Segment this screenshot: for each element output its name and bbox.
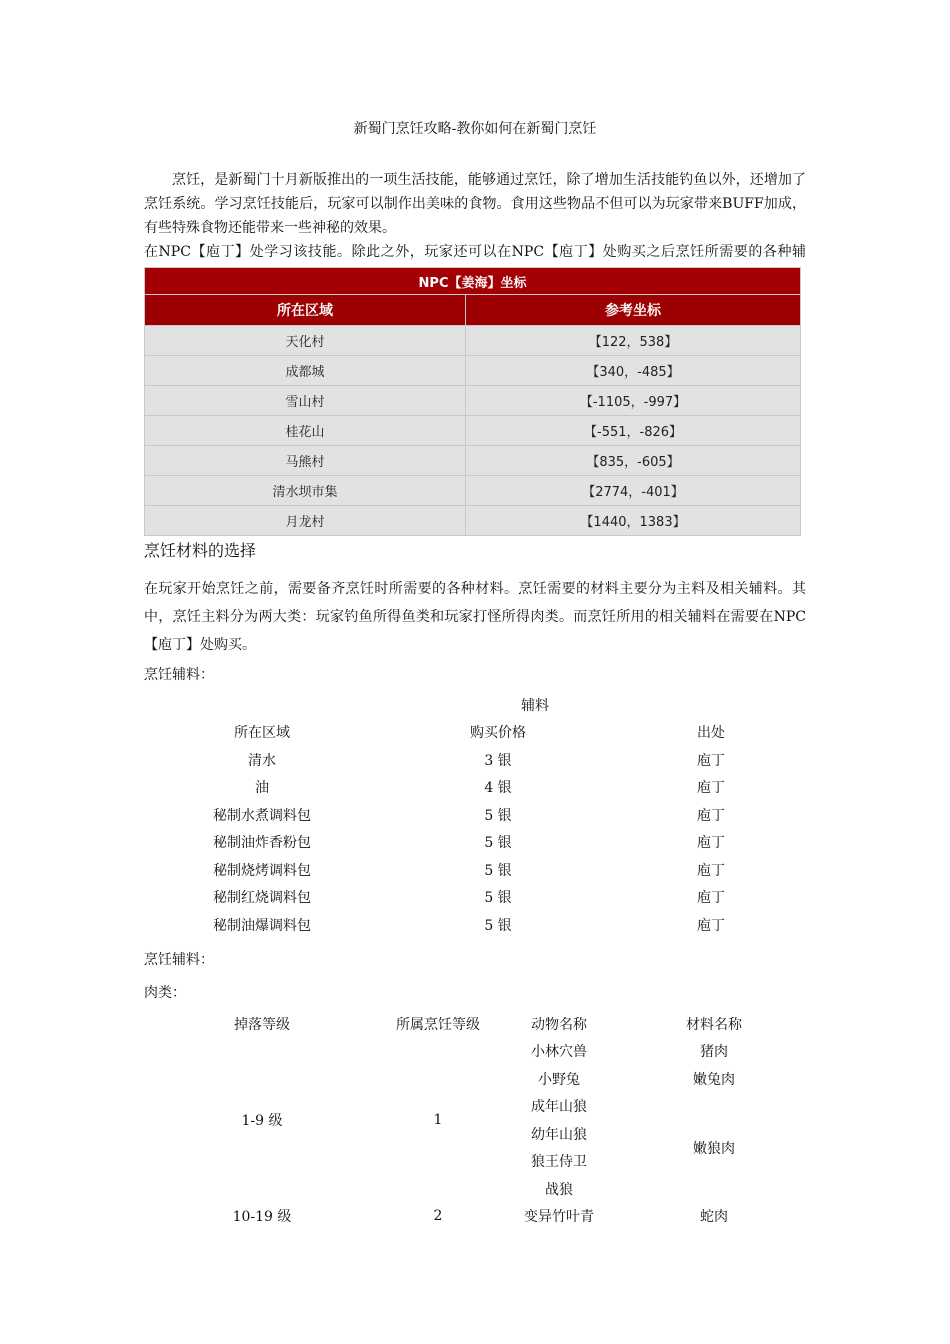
material-cell: 猪肉 [700,1044,728,1061]
material-cell: 嫩兔肉 [693,1071,735,1088]
column-header-price: 购买价格 [470,725,526,742]
source-cell: 庖丁 [697,890,725,907]
table-row [145,476,801,506]
coordinate-cell: 【2774，-401】 [466,476,801,506]
source-cell: 庖丁 [697,862,725,879]
table-row [145,356,801,386]
materials-heading: 烹饪材料的选择 [144,541,257,560]
table-row [145,446,801,476]
table-row [145,506,801,536]
price-cell: 3 银 [484,752,512,769]
animal-cell: 成年山狼 [531,1099,587,1116]
column-header-region: 所在区域 [234,725,290,742]
price-cell: 5 银 [484,917,512,934]
region-cell: 成都城 [145,356,466,386]
column-header-coordinates: 参考坐标 [466,295,801,326]
price-cell: 4 银 [484,780,512,797]
coordinate-cell: 【-551，-826】 [466,416,801,446]
table-row [144,774,806,802]
npc-table-caption: NPC【姜海】坐标 [145,268,801,295]
table-row [144,801,806,829]
source-cell: 庖丁 [697,835,725,852]
materials-paragraph: 在玩家开始烹饪之前，需要备齐烹饪时所需要的各种材料。烹饪需要的材料主要分为主料及相关辅料。其中，烹饪主料分为两大类：玩家钓鱼所得鱼类和玩家打怪所得肉类。而烹饪所用的相关辅料在需要在NPC【庖丁】处购买。 [144,581,806,653]
column-header-drop-level: 掉落等级 [234,1016,290,1033]
item-cell: 秘制红烧调料包 [213,890,311,907]
animal-cell: 小野兔 [538,1071,580,1088]
coordinate-cell: 【122，538】 [466,326,801,356]
column-header-material: 材料名称 [686,1016,742,1033]
meat-label: 肉类： [144,985,186,1001]
aux-label: 烹饪辅料： [144,667,214,683]
table-row [145,416,801,446]
intro-npc-paragraph: 在NPC【庖丁】处学习该技能。除此之外，玩家还可以在NPC【庖丁】处购买之后烹饪所需要的各种辅 [144,244,806,260]
drop-level-cell: 10-19 级 [232,1209,292,1226]
price-cell: 5 银 [484,807,512,824]
page-title: 新蜀门烹饪攻略-教你如何在新蜀门烹饪 [353,121,597,137]
cook-level-cell: 2 [433,1208,443,1225]
coordinate-cell: 【-1105，-997】 [466,386,801,416]
table-row [144,829,806,857]
animal-cell: 幼年山狼 [531,1126,587,1143]
aux-ingredients-table [144,691,806,939]
column-header-cook-level: 所属烹饪等级 [396,1016,480,1033]
cook-level-cell: 1 [433,1112,443,1128]
coordinate-cell: 【835，-605】 [466,446,801,476]
region-cell: 雪山村 [145,386,466,416]
animal-cell: 狼王侍卫 [531,1154,587,1171]
item-cell: 秘制油炸香粉包 [213,835,311,852]
aux-label-2: 烹饪辅料： [144,952,214,968]
material-cell: 蛇肉 [700,1209,728,1226]
column-header-animal: 动物名称 [531,1016,587,1033]
meat-table [144,1010,806,1230]
table-row [144,884,806,912]
source-cell: 庖丁 [697,807,725,824]
price-cell: 5 银 [484,835,512,852]
region-cell: 桂花山 [145,416,466,446]
table-row [144,746,806,774]
animal-cell: 战狼 [545,1181,573,1198]
region-cell: 天化村 [145,326,466,356]
table-row [144,1038,806,1066]
item-cell: 油 [255,780,269,797]
drop-level-cell: 1-9 级 [241,1113,283,1129]
column-header-source: 出处 [697,725,725,742]
coordinate-cell: 【1440，1383】 [466,506,801,536]
coordinate-cell: 【340，-485】 [466,356,801,386]
npc-coordinates-table [144,267,801,536]
item-cell: 清水 [248,752,276,769]
source-cell: 庖丁 [697,780,725,797]
animal-cell: 变异竹叶青 [524,1209,594,1226]
table-row [144,856,806,884]
region-cell: 清水坝市集 [145,476,466,506]
table-row [145,386,801,416]
item-cell: 秘制油爆调料包 [213,917,311,934]
intro-paragraph: 烹饪，是新蜀门十月新版推出的一项生活技能，能够通过烹饪，除了增加生活技能钓鱼以外，还增加了烹饪系统。学习烹饪技能后，玩家可以制作出美味的食物。食用这些物品不但可以为玩家带来BUFF加成，有些特殊食物还能带来一些神秘的效果。 [144,172,806,236]
region-cell: 月龙村 [145,506,466,536]
price-cell: 5 银 [484,862,512,879]
table-row [144,1203,806,1231]
item-cell: 秘制水煮调料包 [213,807,311,824]
region-cell: 马熊村 [145,446,466,476]
table-row [144,911,806,939]
price-cell: 5 银 [484,890,512,907]
source-cell: 庖丁 [697,752,725,769]
item-cell: 秘制烧烤调料包 [213,862,311,879]
table-row [145,326,801,356]
column-header-region: 所在区域 [145,295,466,326]
animal-cell: 小林穴兽 [531,1044,587,1061]
aux-table-title: 辅料 [521,697,549,714]
material-cell: 嫩狼肉 [693,1140,735,1157]
source-cell: 庖丁 [697,917,725,934]
